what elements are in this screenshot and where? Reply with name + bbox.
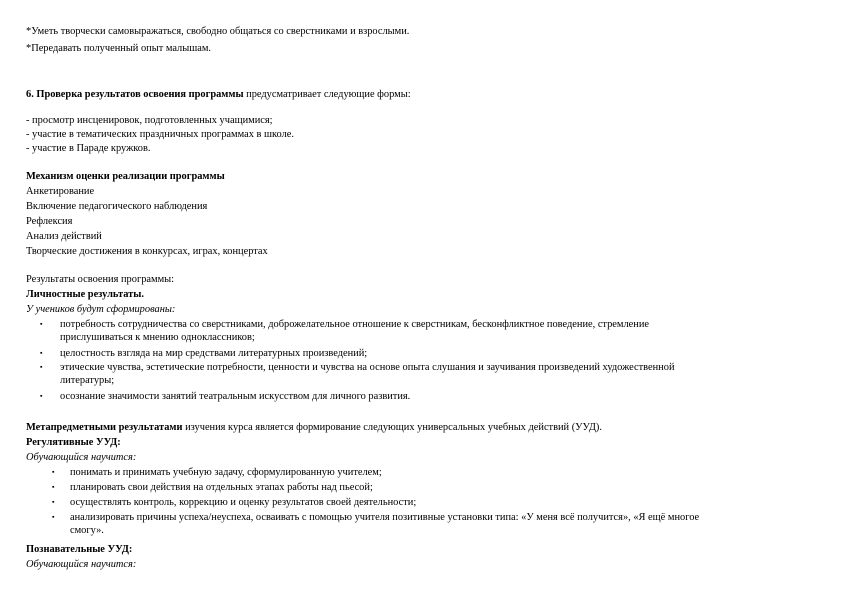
cognitive-heading: Познавательные УУД: [26,544,133,555]
mechanism-heading: Механизм оценки реализации программы [26,171,225,182]
regulative-item-2 [70,481,373,494]
form-item-1: - просмотр инсценировок, подготовленных учащимися; [26,115,273,126]
personal-item-3 [60,361,675,387]
bullet-icon: ▪ [52,468,55,476]
list-item-line: смогу». [70,525,104,536]
personal-results-subheading: У учеников будут сформированы: [26,304,176,315]
bullet-icon: ▪ [52,513,55,521]
personal-item-1 [60,318,649,344]
list-item-line: этические чувства, эстетические потребности, ценности и чувства на основе опыта слушания и заучивания произведений художественной [60,362,675,373]
list-item-line: понимать и принимать учебную задачу, сформулированную учителем; [70,467,382,478]
mechanism-item: Рефлексия [26,216,73,227]
regulative-item-1 [70,466,382,479]
regulative-item-4 [70,511,699,537]
cognitive-subheading: Обучающийся научится: [26,559,137,570]
bullet-icon: ▪ [40,392,43,400]
personal-results-heading: Личностные результаты. [26,289,144,300]
bullet-icon: ▪ [40,363,43,371]
bullet-icon: ▪ [40,349,43,357]
personal-item-2 [60,347,367,360]
list-item-line: планировать свои действия на отдельных этапах работы над пьесой; [70,482,373,493]
intro-line-2: *Передавать полученный опыт малышам. [26,43,212,54]
form-item-3: - участие в Параде кружков. [26,143,151,154]
list-item-line: осознание значимости занятий театральным искусством для личного развития. [60,391,411,402]
list-item-line: литературы; [60,375,115,386]
bullet-icon: ▪ [52,483,55,491]
section-6-heading-rest: предусматривает следующие формы: [243,89,411,100]
meta-heading-bold: Метапредметными результатами [26,422,183,433]
mechanism-item: Анкетирование [26,186,95,197]
bullet-icon: ▪ [52,498,55,506]
list-item-line: прислушиваться к мнению одноклассников; [60,332,255,343]
regulative-subheading: Обучающийся научится: [26,452,137,463]
bullet-icon: ▪ [40,320,43,328]
mechanism-item: Анализ действий [26,231,102,242]
regulative-item-3 [70,496,416,509]
results-title: Результаты освоения программы: [26,274,175,285]
regulative-heading: Регулятивные УУД: [26,437,121,448]
section-6-heading-bold: 6. Проверка результатов освоения программы [26,89,244,100]
meta-heading [26,421,602,434]
section-6-heading [26,88,411,101]
intro-line-1: *Уметь творчески самовыражаться, свободно общаться со сверстниками и взрослыми. [26,26,410,37]
list-item-line: целостность взгляда на мир средствами литературных произведений; [60,348,368,359]
list-item-line: осуществлять контроль, коррекцию и оценку результатов своей деятельности; [70,497,417,508]
meta-heading-rest: изучения курса является формирование следующих универсальных учебных действий (УУД). [182,422,602,433]
personal-item-4 [60,390,410,403]
form-item-2: - участие в тематических праздничных программах в школе. [26,129,294,140]
list-item-line: потребность сотрудничества со сверстниками, доброжелательное отношение к сверстникам, бесконфликтное поведение, стремление [60,319,650,330]
mechanism-item: Творческие достижения в конкурсах, играх, концертах [26,246,268,257]
mechanism-item: Включение педагогического наблюдения [26,201,208,212]
list-item-line: анализировать причины успеха/неуспеха, осваивать с помощью учителя позитивные установки типа: «У меня всё получится», «Я ещё многое [70,512,700,523]
